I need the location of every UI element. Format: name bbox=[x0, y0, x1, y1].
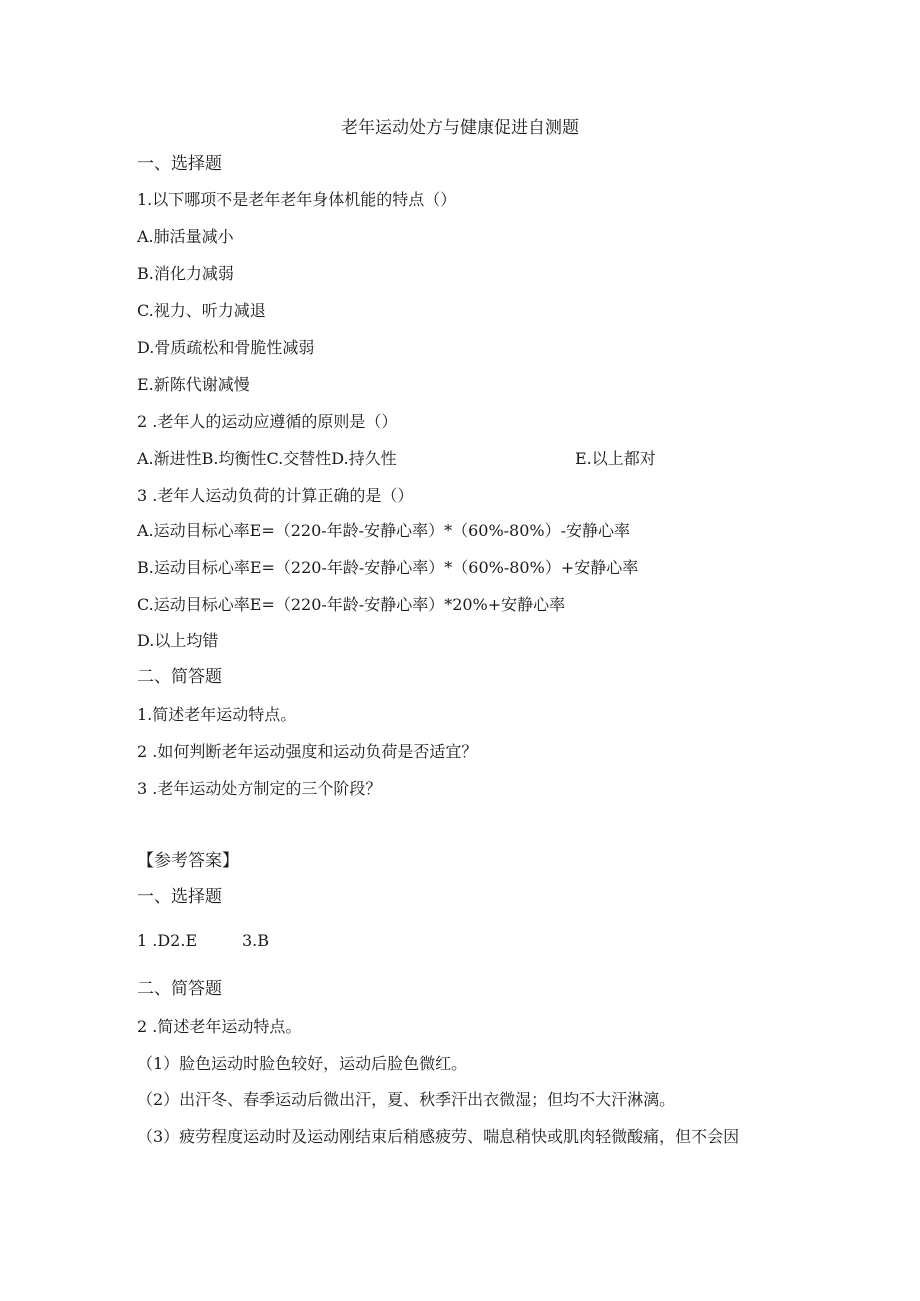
answers-point-3: （3）疲劳程度运动时及运动刚结束后稍感疲劳、喘息稍快或肌肉轻微酸痛，但不会因 bbox=[137, 1127, 740, 1146]
answers-choice-3: 3.B bbox=[242, 931, 270, 950]
question-1-option-c: C.视力、听力减退 bbox=[137, 301, 266, 320]
short-question-3: 3 .老年运动处方制定的三个阶段？ bbox=[137, 779, 382, 798]
question-1-option-d: D.骨质疏松和骨脆性减弱 bbox=[137, 338, 315, 357]
question-2-option-e: E.以上都对 bbox=[575, 449, 656, 468]
document-title: 老年运动处方与健康促进自测题 bbox=[341, 118, 579, 138]
section-heading-choice: 一、选择题 bbox=[137, 154, 222, 174]
question-3-option-b: B.运动目标心率E=（220-年龄-安静心率）*（60%-80%）+安静心率 bbox=[137, 558, 639, 577]
question-2-stem: 2 .老年人的运动应遵循的原则是（） bbox=[137, 412, 398, 431]
question-2-options: A.渐进性B.均衡性C.交替性D.持久性 bbox=[137, 449, 397, 468]
answers-section-heading-choice: 一、选择题 bbox=[137, 887, 222, 907]
question-1-option-e: E.新陈代谢减慢 bbox=[137, 375, 250, 394]
question-3-option-d: D.以上均错 bbox=[137, 631, 219, 650]
question-3-stem: 3 .老年人运动负荷的计算正确的是（） bbox=[137, 486, 414, 505]
short-question-2: 2 .如何判断老年运动强度和运动负荷是否适宜？ bbox=[137, 742, 478, 761]
question-3-option-c: C.运动目标心率E=（220-年龄-安静心率）*20%+安静心率 bbox=[137, 595, 566, 614]
answers-section-heading-short: 二、简答题 bbox=[137, 979, 222, 999]
answers-heading: 【参考答案】 bbox=[137, 851, 239, 871]
question-1-stem: 1.以下哪项不是老年老年身体机能的特点（） bbox=[137, 190, 457, 209]
answers-choice-1-2: 1 .D2.E bbox=[137, 931, 198, 950]
question-3-option-a: A.运动目标心率E=（220-年龄-安静心率）*（60%-80%）-安静心率 bbox=[137, 521, 631, 540]
answers-point-1: （1）脸色运动时脸色较好，运动后脸色微红。 bbox=[137, 1054, 468, 1073]
section-heading-short-answer: 二、简答题 bbox=[137, 667, 222, 687]
question-1-option-b: B.消化力减弱 bbox=[137, 264, 234, 283]
question-1-option-a: A.肺活量减小 bbox=[137, 227, 234, 246]
answers-item-title: 2 .简述老年运动特点。 bbox=[137, 1017, 302, 1036]
short-question-1: 1.简述老年运动特点。 bbox=[137, 705, 297, 724]
answers-point-2: （2）出汗冬、春季运动后微出汗，夏、秋季汗出衣微湿；但均不大汗淋漓。 bbox=[137, 1090, 676, 1109]
